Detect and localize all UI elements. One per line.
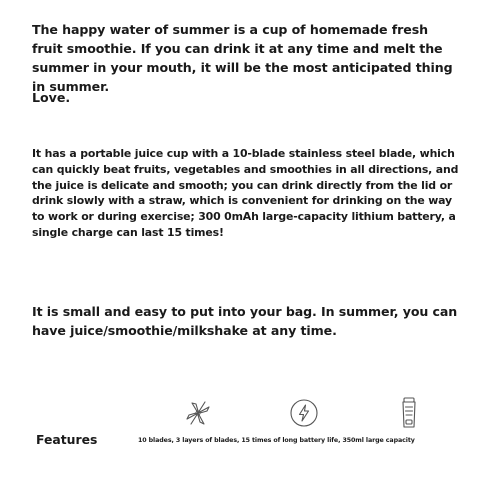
detail-paragraph: It has a portable juice cup with a 10-blade stainless steel blade, which can quickly beat fruits, vegetables and smoothies in all directions, and the juice is delicate and smooth; you can drink directly from the lid or drink slowly with a straw, which is convenient for drinking on the way to work or during exercise; 300 0mAh large-capacity lithium battery, a single charge can last 15 times! [32, 147, 459, 239]
portability-paragraph: It is small and easy to put into your bag. In summer, you can have juice/smoothie/milkshake at any time. [32, 304, 458, 338]
battery-icon [287, 396, 321, 430]
cup-icon [392, 396, 426, 430]
intro-paragraph: The happy water of summer is a cup of homemade fresh fruit smoothie. If you can drink it at any time and melt the summer in your mouth, it will be the most anticipated thing in summer. [32, 22, 453, 94]
features-caption: 10 blades, 3 layers of blades, 15 times of long battery life, 350ml large capacity [138, 437, 415, 444]
love-line: Love. [32, 90, 71, 105]
blades-icon [181, 396, 215, 430]
features-title: Features [36, 432, 98, 447]
